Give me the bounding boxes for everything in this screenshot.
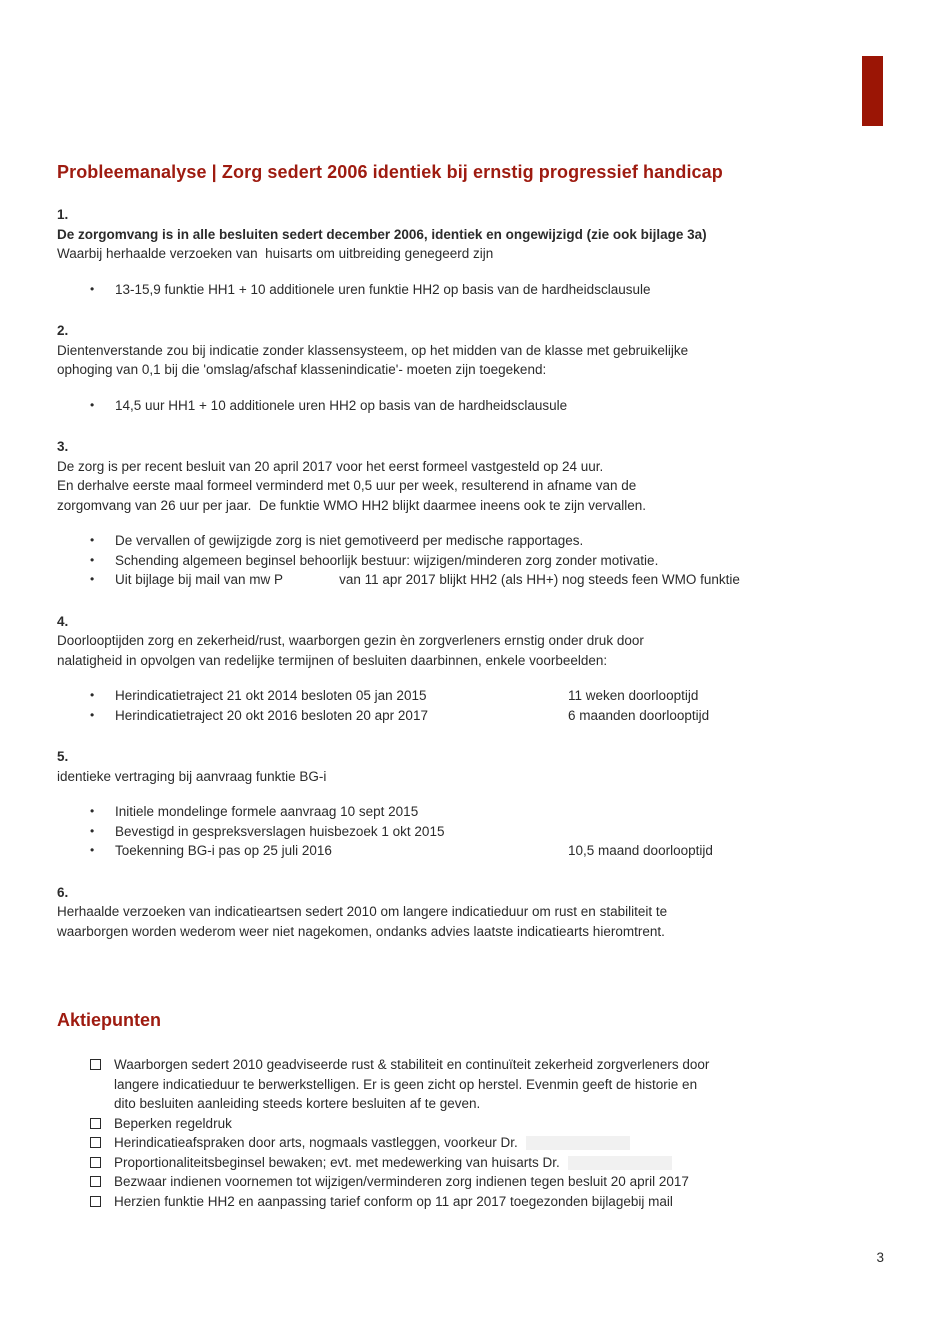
checklist-item <box>90 1133 910 1153</box>
bullet-text: Schending algemeen beginsel behoorlijk bestuur: wijzigen/minderen zorg zonder motivatie. <box>115 552 659 568</box>
checklist-text <box>114 1114 232 1134</box>
checklist-item <box>90 1153 910 1173</box>
section <box>57 205 910 299</box>
section-body-line: ophoging van 0,1 bij die 'omslag/afschaf klassenindicatie'- moeten zijn toegekend: <box>57 362 547 377</box>
checklist-text-line: Beperken regeldruk <box>114 1115 232 1131</box>
section-body-line: Dientenverstande zou bij indicatie zonder klassensysteem, op het midden van de klasse met gebruikelijke <box>57 342 689 358</box>
bullet-text: Bevestigd in gespreksverslagen huisbezoek 1 okt 2015 <box>115 823 445 839</box>
section-body-line: nalatigheid in opvolgen van redelijke termijnen of besluiten daarbinnen, enkele voorbeelden: <box>57 652 608 668</box>
bullet-icon: • <box>90 688 95 702</box>
section-number: 5. <box>57 749 69 764</box>
bullet-list <box>57 802 910 861</box>
section <box>57 437 910 590</box>
section-body-line: identieke vertraging bij aanvraag funktie BG-i <box>57 768 327 784</box>
bullet-item <box>90 280 910 300</box>
bullet-item <box>90 802 910 822</box>
checklist-text <box>114 1133 630 1153</box>
bullet-icon: • <box>90 804 95 818</box>
redaction-gap <box>283 570 339 580</box>
sections-container <box>57 205 910 941</box>
bullet-icon: • <box>90 843 95 857</box>
section <box>57 612 910 726</box>
aktiepunten-checklist <box>57 1055 910 1211</box>
section-body-line: Herhaalde verzoeken van indicatieartsen sedert 2010 om langere indicatieduur om rust en stabiliteit te <box>57 904 668 919</box>
section <box>57 747 910 861</box>
bullet-duration-column: 11 weken doorlooptijd <box>568 688 699 703</box>
section-number: 3. <box>57 439 69 454</box>
checklist-item <box>90 1192 910 1212</box>
bullet-text: Herindicatietraject 21 okt 2014 besloten 05 jan 2015 <box>115 688 427 703</box>
bullet-icon: • <box>90 552 95 567</box>
checklist-text-line: Bezwaar indienen voornemen tot wijzigen/verminderen zorg indienen tegen besluit 20 april 2017 <box>114 1174 689 1189</box>
bullet-item <box>90 396 910 416</box>
bullet-icon: • <box>90 281 95 296</box>
bullet-list <box>57 531 910 590</box>
bullet-text: Toekenning BG-i pas op 25 juli 2016 <box>115 843 332 858</box>
bullet-icon: • <box>90 572 95 586</box>
checkbox-icon <box>90 1137 101 1148</box>
bullet-text: Uit bijlage bij mail van mw P <box>115 572 284 587</box>
bullet-list <box>57 396 910 416</box>
bullet-text: Initiele mondelinge formele aanvraag 10 sept 2015 <box>115 804 419 819</box>
section-body-line: waarborgen worden wederom weer niet nagekomen, ondanks advies laatste indicatiearts hieromtrent. <box>57 923 665 939</box>
checkbox-icon <box>90 1176 101 1187</box>
page-content <box>57 0 910 1211</box>
bullet-icon: • <box>90 533 95 547</box>
bullet-item <box>90 841 910 861</box>
bullet-icon: • <box>90 707 95 722</box>
checklist-text-line: Herindicatieafspraken door arts, nogmaals vastleggen, voorkeur Dr. <box>114 1133 630 1153</box>
section-lead-line: De zorgomvang is in alle besluiten sedert december 2006, identiek en ongewijzigd (zie ook bijlage 3a) <box>57 226 707 242</box>
section-body-line: De zorg is per recent besluit van 20 april 2017 voor het eerst formeel vastgesteld op 24 uur. <box>57 458 604 474</box>
checklist-item <box>90 1172 910 1192</box>
checklist-text-line: Waarborgen sedert 2010 geadviseerde rust & stabiliteit en continuïteit zekerheid zorgverleners door <box>114 1057 710 1072</box>
page-number: 3 <box>876 1250 884 1265</box>
bullet-icon: • <box>90 397 95 412</box>
checklist-text-line: Proportionaliteitsbeginsel bewaken; evt. met medewerking van huisarts Dr. <box>114 1153 672 1173</box>
checklist-item <box>90 1114 910 1134</box>
bullet-item <box>90 686 910 706</box>
checklist-text-line: langere indicatieduur te berwerkstelligen. Er is geen zicht op herstel. Evenmin geeft de historie en <box>114 1076 698 1092</box>
section-number: 6. <box>57 884 69 900</box>
checklist-item <box>90 1055 910 1114</box>
checkbox-icon <box>90 1059 101 1070</box>
page-title: Probleemanalyse | Zorg sedert 2006 identiek bij ernstig progressief handicap <box>57 162 723 182</box>
bullet-list <box>57 686 910 725</box>
checklist-text-line: Herzien funktie HH2 en aanpassing tarief conform op 11 apr 2017 toegezonden bijlagebij mail <box>114 1193 673 1209</box>
section-number: 2. <box>57 323 69 338</box>
bullet-item <box>90 551 910 571</box>
section-number: 4. <box>57 613 69 629</box>
checklist-text <box>114 1172 689 1192</box>
bullet-text-continued: van 11 apr 2017 blijkt HH2 (als HH+) nog steeds feen WMO funktie <box>339 572 740 587</box>
redaction-box <box>526 1136 630 1150</box>
redaction-box <box>568 1156 672 1170</box>
bullet-item <box>90 822 910 842</box>
section-body-line: Doorlooptijden zorg en zekerheid/rust, waarborgen gezin èn zorgverleners ernstig onder druk door <box>57 633 644 648</box>
bullet-list <box>57 280 910 300</box>
checklist-text <box>114 1153 672 1173</box>
bullet-item <box>90 531 910 551</box>
section <box>57 321 910 415</box>
section-number: 1. <box>57 207 69 222</box>
checkbox-icon <box>90 1118 101 1129</box>
checklist-text <box>114 1192 673 1212</box>
section-body-line: En derhalve eerste maal formeel verminderd met 0,5 uur per week, resulterend in afname van de <box>57 478 637 493</box>
section-body-line: zorgomvang van 26 uur per jaar. De funktie WMO HH2 blijkt daarmee ineens ook te zijn vervallen. <box>57 497 647 513</box>
checklist-text <box>114 1055 709 1114</box>
section-body-line: Waarbij herhaalde verzoeken van huisarts om uitbreiding genegeerd zijn <box>57 246 494 261</box>
bullet-icon: • <box>90 823 95 838</box>
bullet-text: Herindicatietraject 20 okt 2016 besloten 20 apr 2017 <box>115 707 428 723</box>
bullet-text: De vervallen of gewijzigde zorg is niet gemotiveerd per medische rapportages. <box>115 533 584 548</box>
bullet-duration-column: 6 maanden doorlooptijd <box>568 707 710 723</box>
bullet-text: 13-15,9 funktie HH1 + 10 additionele uren funktie HH2 op basis van de hardheidsclausule <box>115 281 651 297</box>
bullet-duration-column: 10,5 maand doorlooptijd <box>568 843 713 858</box>
bullet-item <box>90 570 910 590</box>
bullet-item <box>90 706 910 726</box>
bullet-text: 14,5 uur HH1 + 10 additionele uren HH2 op basis van de hardheidsclausule <box>115 397 568 413</box>
section <box>57 883 910 942</box>
aktiepunten-heading: Aktiepunten <box>57 1010 162 1030</box>
checkbox-icon <box>90 1196 101 1207</box>
checkbox-icon <box>90 1157 101 1168</box>
checklist-text-line: dito besluiten aanleiding steeds kortere besluiten af te geven. <box>114 1096 481 1111</box>
